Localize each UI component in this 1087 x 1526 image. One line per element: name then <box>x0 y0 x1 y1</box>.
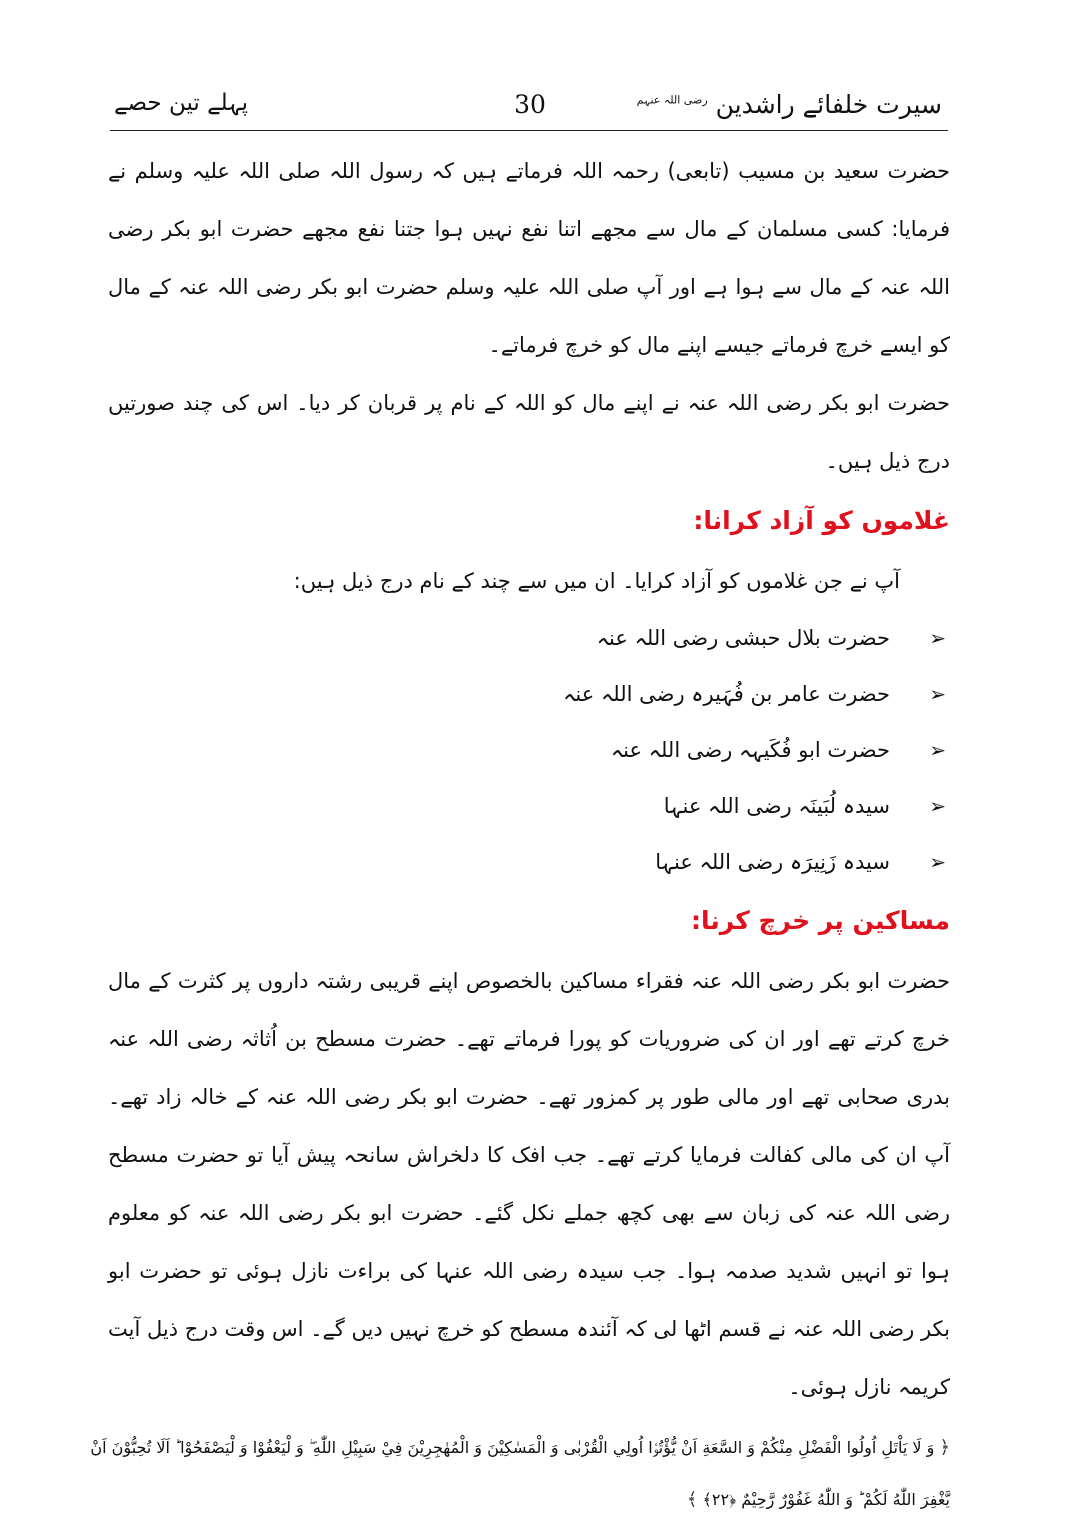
arrow-bullet-icon: ➢ <box>929 626 946 650</box>
heading-freeing-slaves: غلاموں کو آزاد کرانا: <box>693 506 950 535</box>
slaves-intro: آپ نے جن غلاموں کو آزاد کرایا۔ ان میں سے چند کے نام درج ذیل ہیں: <box>293 569 900 593</box>
running-title <box>637 90 942 119</box>
page-number: 30 <box>514 90 546 119</box>
arrow-bullet-icon: ➢ <box>929 794 946 818</box>
list-item <box>108 610 950 666</box>
honorific: رضی اللہ عنہم <box>636 93 708 107</box>
ayah-number: ﴿۲۲﴾ <box>702 1490 737 1509</box>
list-item <box>108 778 950 834</box>
page-body <box>90 142 950 1526</box>
quran-verse <box>90 1422 950 1526</box>
verse-text: وَ لَا يَاْتَلِ اُولُوا الْفَضْلِ مِنْكُمْ وَ السَّعَةِ اَنْ يُّؤْتُوْۤا اُولِي الْقُرْبٰى وَ الْمَسٰكِيْنَ وَ الْمُهٰجِرِيْنَ فِيْ سَبِيْلِ اللّٰهِ ۖ وَ لْيَعْفُوْا وَ لْيَصْفَحُوْا ؕ اَلَا تُحِبُّوْنَ اَنْ يَّغْفِرَ اللّٰهُ لَكُمْ ؕ وَ اللّٰهُ غَفُوْرٌ رَّحِيْمٌ <box>90 1438 950 1509</box>
verse-close-ornament: ﴾ <box>686 1489 698 1510</box>
list-item <box>108 834 950 890</box>
paragraph-hadith: حضرت سعید بن مسیب (تابعی) رحمہ اللہ فرماتے ہیں کہ رسول اللہ صلی اللہ علیہ وسلم نے فرمایا: کسی مسلمان کے مال سے مجھے اتنا نفع نہیں ہوا جتنا نفع مجھے حضرت ابو بکر رضی اللہ عنہ کے مال سے ہوا ہے اور آپ صلی اللہ علیہ وسلم حضرت ابو بکر رضی اللہ عنہ کے مال کو ایسے خرچ فرماتے جیسے اپنے مال کو خرچ فرماتے۔ <box>108 159 950 357</box>
list-item-text: سیدہ زَنِیرَہ رضی اللہ عنہا <box>655 850 890 874</box>
arrow-bullet-icon: ➢ <box>929 738 946 762</box>
list-item-text: حضرت بلال حبشی رضی اللہ عنہ <box>596 626 890 650</box>
list-item <box>108 722 950 778</box>
part-label: پہلے تین حصے <box>114 90 249 116</box>
freed-slaves-list <box>108 610 950 890</box>
page-header <box>110 86 948 131</box>
arrow-bullet-icon: ➢ <box>929 682 946 706</box>
paragraph-sacrifice: حضرت ابو بکر رضی اللہ عنہ نے اپنے مال کو اللہ کے نام پر قربان کر دیا۔ اس کی چند صورتیں درج ذیل ہیں۔ <box>108 391 950 473</box>
verse-open-ornament: ﴿ <box>939 1437 950 1458</box>
heading-spending-on-needy: مساکین پر خرچ کرنا: <box>690 906 950 935</box>
paragraph-mistah: حضرت ابو بکر رضی اللہ عنہ فقراء مساکین بالخصوص اپنے قریبی رشتہ داروں پر کثرت کے مال خرچ کرتے تھے اور ان کی ضروریات کو پورا فرماتے تھے۔ حضرت مسطح بن اُثاثہ رضی اللہ عنہ بدری صحابی تھے اور مالی طور پر کمزور تھے۔ حضرت ابو بکر رضی اللہ عنہ کے خالہ زاد تھے۔ آپ ان کی مالی کفالت فرمایا کرتے تھے۔ جب افک کا دلخراش سانحہ پیش آیا تو حضرت مسطح رضی اللہ عنہ کی زبان سے بھی کچھ جملے نکل گئے۔ حضرت ابو بکر رضی اللہ عنہ کو معلوم ہوا تو انہیں شدید صدمہ ہوا۔ جب سیدہ رضی اللہ عنہا کی براءت نازل ہوئی تو حضرت ابو بکر رضی اللہ عنہ نے قسم اٹھا لی کہ آئندہ مسطح کو خرچ نہیں دیں گے۔ اس وقت درج ذیل آیت کریمہ نازل ہوئی۔ <box>108 969 950 1399</box>
list-item <box>108 666 950 722</box>
list-item-text: حضرت عامر بن فُہَیرہ رضی اللہ عنہ <box>563 682 890 706</box>
book-title: سیرت خلفائے راشدین <box>715 90 942 119</box>
arrow-bullet-icon: ➢ <box>929 850 946 874</box>
list-item-text: سیدہ لُبَینَہ رضی اللہ عنہا <box>663 794 890 818</box>
list-item-text: حضرت ابو فُکَیہہ رضی اللہ عنہ <box>610 738 890 762</box>
